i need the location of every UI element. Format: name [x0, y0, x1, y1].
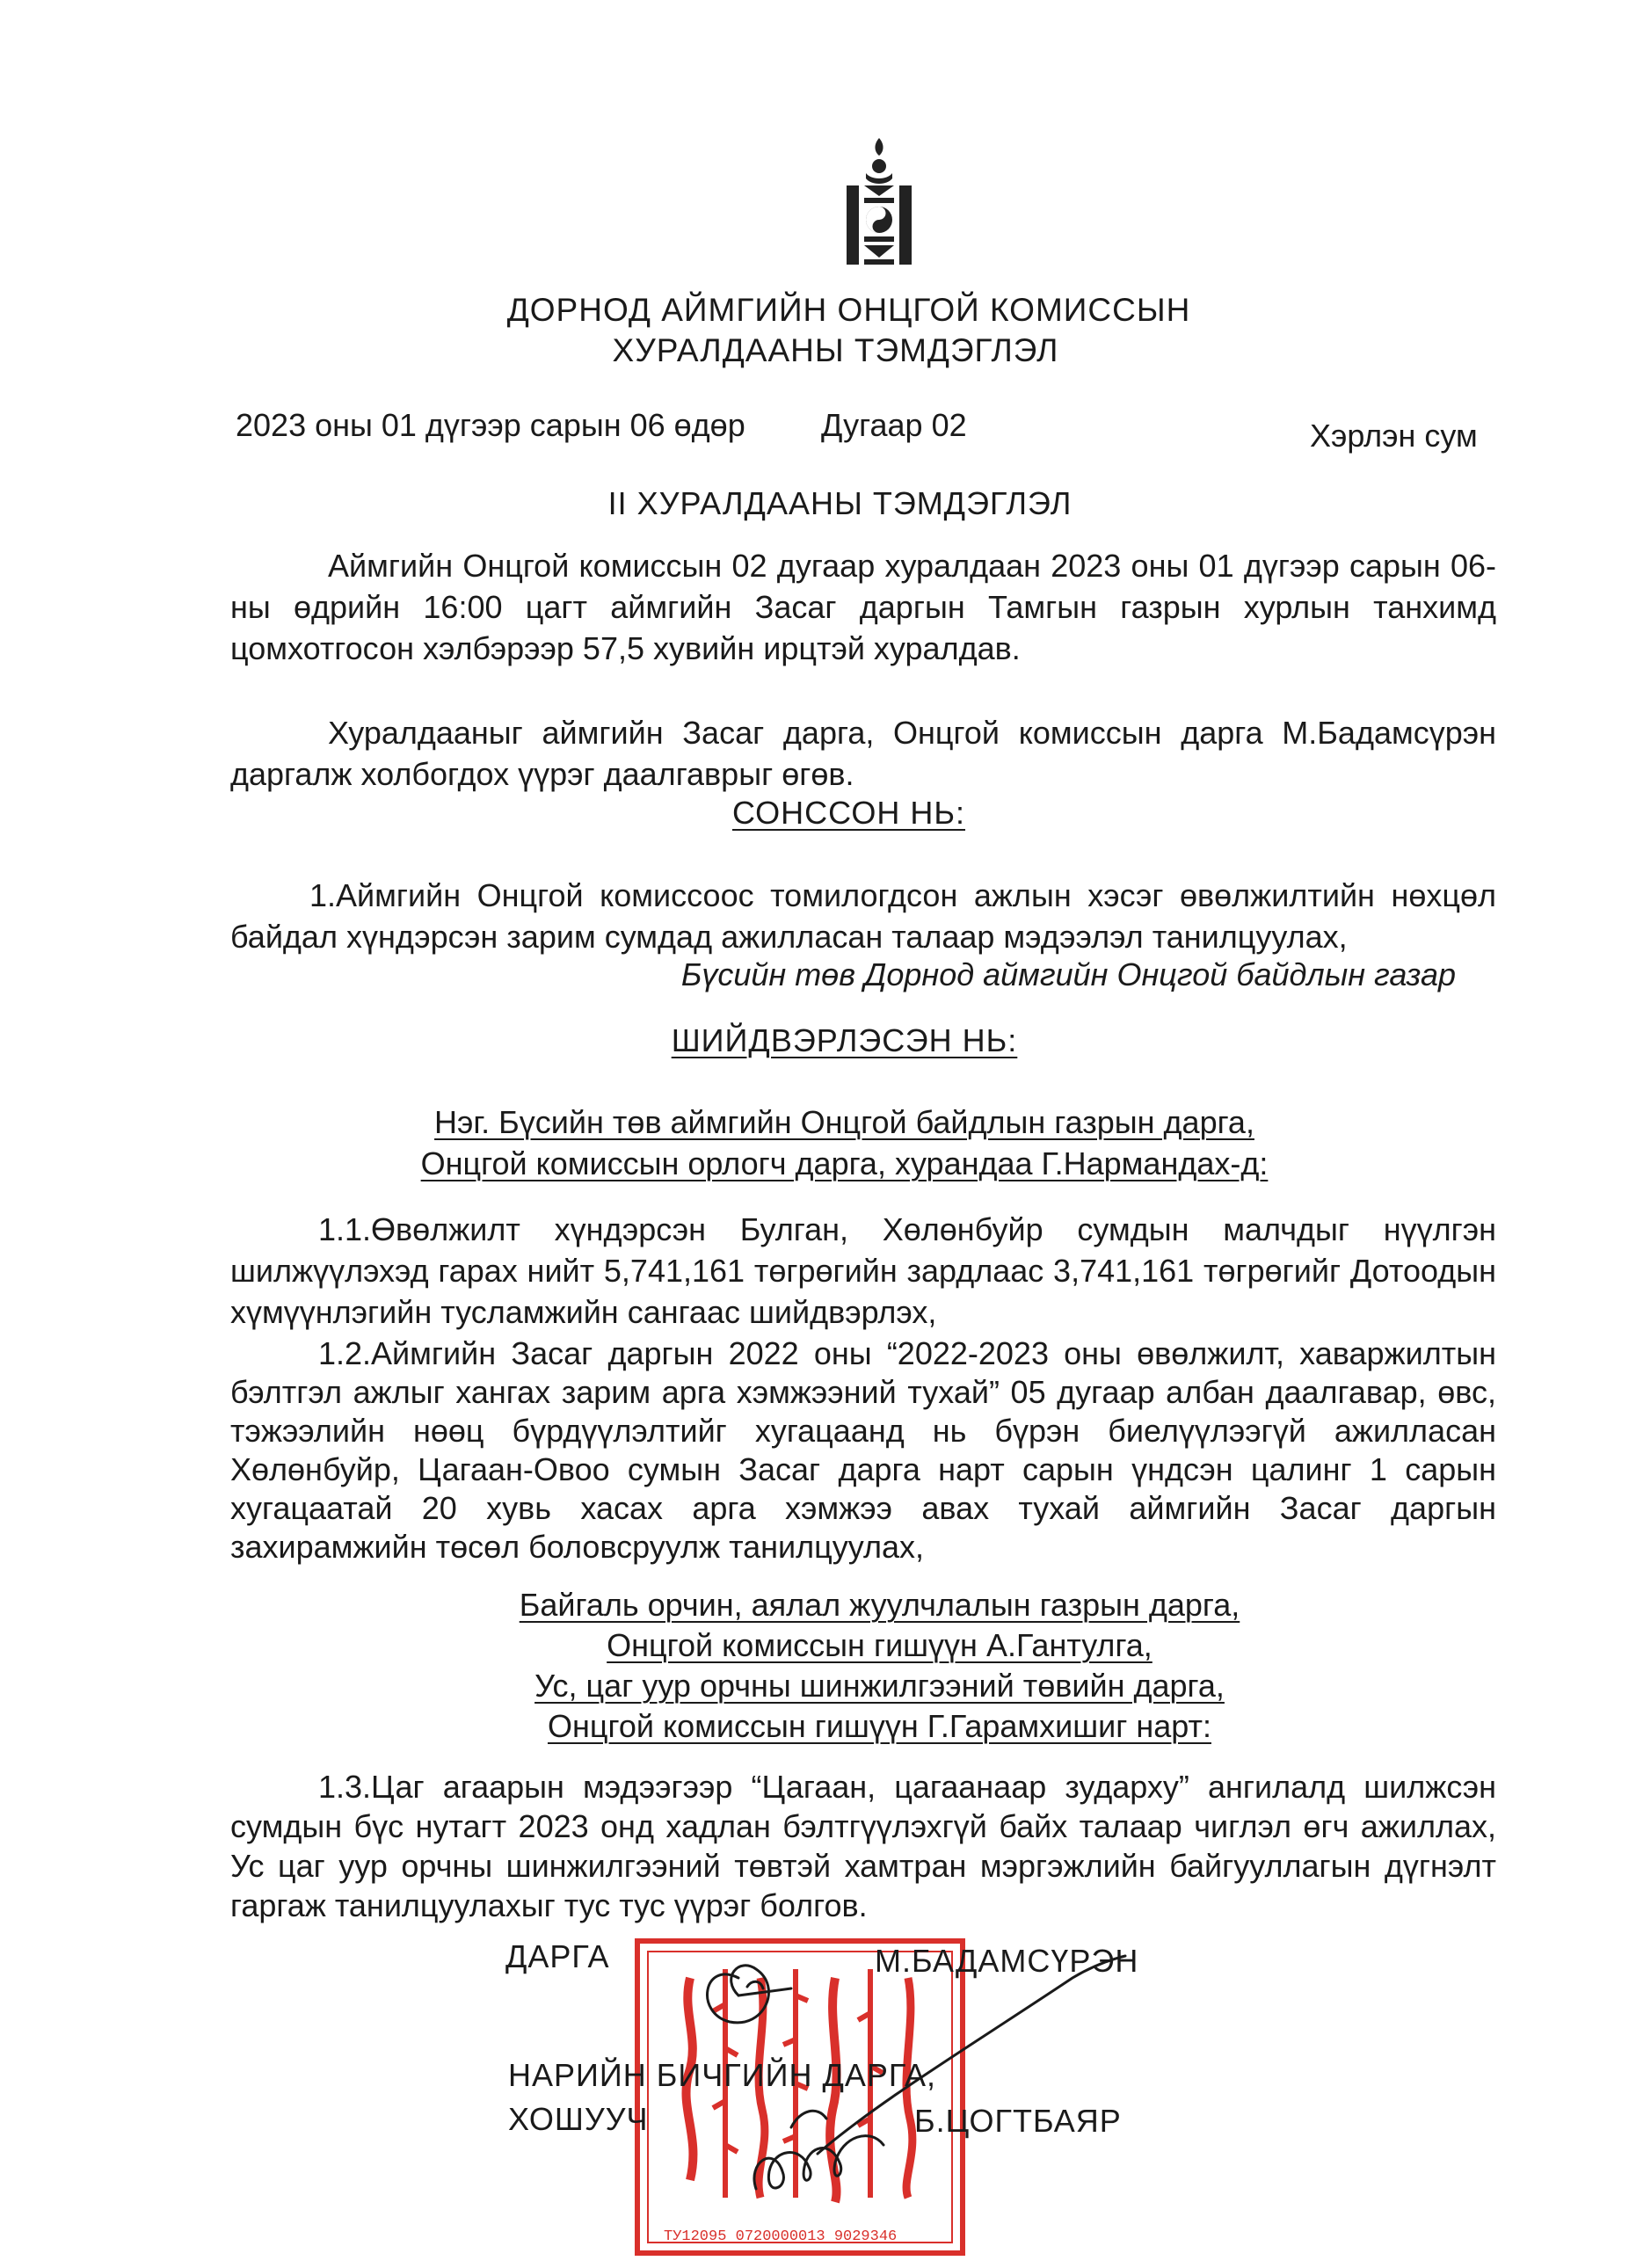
decision-item-1-2: 1.2.Аймгийн Засаг даргын 2022 оны “2022-2023 оны өвөлжилт, хаваржилтын бэлтгэл ажлыг хангах зарим арга хэмжээний тухай” 05 дугаар албан даалгавар, өвс, тэжээлийн нөөц бүрдүүлэлтийг хугацаанд нь бүрэн биелүүлээгүй ажилласан Хөлөнбуйр, Цагаан-Овоо сумын Засаг дарга нарт сарын үндсэн цалинг 1 сарын хугацаатай 20 хувь хасах арга хэмжээ авах тухай аймгийн Засаг даргын захирамжийн төсөл боловсруулж танилцуулах, — [230, 1335, 1496, 1565]
decided-heading-text: ШИЙДВЭРЛЭСЭН НЬ: — [671, 1022, 1018, 1058]
decision-item-1-1: 1.1.Өвөлжилт хүндэрсэн Булган, Хөлөнбуйр сумдын малчдыг нүүлгэн шилжүүлэхэд гарах нийт 5,741,161 төгрөгийн зардлаас 3,741,161 төгрөгийг Дотоодын хүмүүнлэгийн тусламжийн сангаас шийдвэрлэх, — [230, 1211, 1496, 1330]
document-place: Хэрлэн сум — [1310, 418, 1478, 454]
addressee-2-line-3: Ус, цаг уур орчны шинжилгээний төвийн дарга, — [534, 1668, 1225, 1704]
section-title: II ХУРАЛДААНЫ ТЭМДЭГЛЭЛ — [607, 485, 1072, 521]
secretary-title-line-2: ХОШУУЧ — [508, 2101, 649, 2137]
title-line-1: ДОРНОД АЙМГИЙН ОНЦГОЙ КОМИССЫН — [506, 292, 1191, 328]
addressee-2-line-4: Онцгой комиссын гишүүн Г.Гарамхишиг нарт: — [547, 1708, 1211, 1744]
title-line-2: ХУРАЛДААНЫ ТЭМДЭГЛЭЛ — [612, 332, 1059, 368]
decided-addressee-2 — [0, 1585, 1636, 1747]
soyombo-emblem-icon — [840, 136, 919, 268]
chair-name: М.БАДАМСҮРЭН — [875, 1943, 1139, 1979]
decided-heading — [0, 1022, 1636, 1059]
decided-addressee-1 — [0, 1101, 1636, 1184]
intro-paragraph-2: Хуралдааныг аймгийн Засаг дарга, Онцгой комиссын дарга М.Бадамсүрэн даргалж холбогдох үүрэг даалгаврыг өгөв. — [230, 715, 1496, 792]
secretary-name: Б.ЦОГТБАЯР — [914, 2103, 1122, 2139]
addressee-1-line-2: Онцгой комиссын орлогч дарга, хурандаа Г.Нармандах-д: — [420, 1145, 1269, 1181]
stamp-serial: ТУ12095 0720000013 9029346 — [664, 2228, 898, 2245]
chair-title: ДАРГА — [505, 1938, 610, 1974]
document-date: 2023 оны 01 дүгээр сарын 06 өдөр — [236, 407, 745, 443]
heard-heading — [0, 795, 1636, 832]
heard-item-1-reporter: Бүсийн төв Дорнод аймгийн Онцгой байдлын газар — [680, 956, 1456, 992]
addressee-1-line-1: Нэг. Бүсийн төв аймгийн Онцгой байдлын газрын дарга, — [434, 1104, 1254, 1140]
secretary-title-line-1: НАРИЙН БИЧГИЙН ДАРГА, — [508, 2057, 937, 2093]
heard-item-1: 1.Аймгийн Онцгой комиссоос томилогдсон ажлын хэсэг өвөлжилтийн нөхцөл байдал хүндэрсэн зарим сумдад ажилласан талаар мэдээлэл танилцуулах, — [230, 877, 1496, 955]
decision-item-1-3: 1.3.Цаг агаарын мэдээгээр “Цагаан, цагаанаар зударху” ангилалд шилжсэн сумдын бүс нутагт 2023 онд хадлан бэлтгүүлэхгүй байх талаар чиглэл өгч ажиллах, Ус цаг уур орчны шинжилгээний төвтэй хамтран мэргэжлийн байгууллагын дүгнэлт гаргаж танилцуулахыг тус тус үүрэг болгов. — [230, 1769, 1496, 1923]
document-title — [0, 290, 1636, 371]
heard-heading-text: СОНССОН НЬ: — [731, 795, 966, 831]
intro-paragraph-1: Аймгийн Онцгой комиссын 02 дугаар хуралдаан 2023 оны 01 дүгээр сарын 06-ны өдрийн 16:00 цагт аймгийн Засаг даргын Тамгын газрын хурлын танхимд цомхотгосон хэлбэрээр 57,5 хувийн ирцтэй хуралдав. — [230, 548, 1496, 666]
document-number: Дугаар 02 — [821, 407, 967, 443]
addressee-2-line-1: Байгаль орчин, аялал жуулчлалын газрын дарга, — [519, 1587, 1240, 1623]
handwritten-signatures — [686, 1925, 1143, 2206]
addressee-2-line-2: Онцгой комиссын гишүүн А.Гантулга, — [607, 1627, 1152, 1663]
